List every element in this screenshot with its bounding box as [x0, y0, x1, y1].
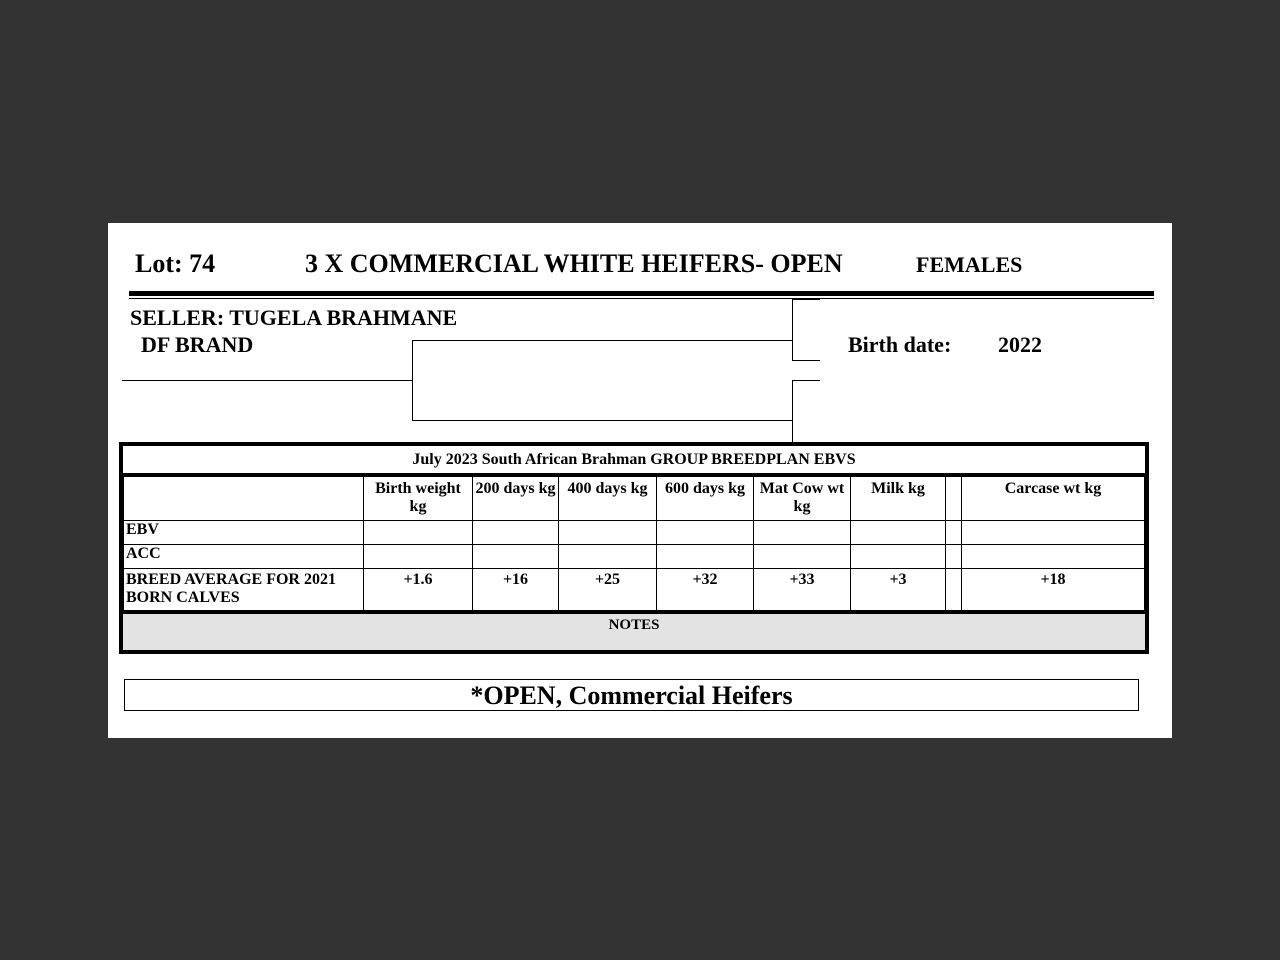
- table-cell: [754, 521, 851, 545]
- ebv-table-header: [124, 475, 1145, 521]
- table-cell: +3: [851, 569, 946, 612]
- birth-date-value: 2022: [998, 332, 1042, 357]
- table-cell: +1.6: [364, 569, 473, 612]
- table-cell: [364, 545, 473, 569]
- column-header: Milk kg: [851, 475, 946, 521]
- column-header: [124, 475, 364, 521]
- ebv-table-caption: July 2023 South African Brahman GROUP BREEDPLAN EBVS: [124, 446, 1145, 475]
- table-cell: +18: [962, 569, 1145, 612]
- row-label: BREED AVERAGE FOR 2021 BORN CALVES: [124, 569, 364, 612]
- row-label: ACC: [124, 545, 364, 569]
- table-cell: [473, 521, 559, 545]
- lot-title: 3 X COMMERCIAL WHITE HEIFERS- OPEN: [305, 249, 843, 278]
- table-row: [124, 521, 1145, 545]
- birth-date-label: Birth date:: [848, 332, 952, 357]
- table-row: [124, 545, 1145, 569]
- table-cell: [946, 569, 962, 612]
- column-header: 200 days kg: [473, 475, 559, 521]
- table-cell: [657, 545, 754, 569]
- table-cell: [473, 545, 559, 569]
- table-row: [124, 569, 1145, 612]
- seller-brand: DF BRAND: [141, 332, 254, 357]
- header-rule-thin: [129, 298, 1154, 299]
- footer-note: *OPEN, Commercial Heifers: [124, 679, 1139, 711]
- table-cell: [754, 545, 851, 569]
- table-cell: [851, 521, 946, 545]
- seller-name: SELLER: TUGELA BRAHMANE: [130, 305, 458, 330]
- column-header: 400 days kg: [559, 475, 657, 521]
- table-cell: [364, 521, 473, 545]
- row-label: EBV: [124, 521, 364, 545]
- table-cell: [962, 521, 1145, 545]
- notes-section: NOTES: [123, 610, 1145, 650]
- table-cell: [851, 545, 946, 569]
- ebv-table: [123, 446, 1145, 612]
- header-rule: [129, 291, 1154, 296]
- lot-number: Lot: 74: [135, 249, 216, 278]
- table-cell: [962, 545, 1145, 569]
- table-cell: +33: [754, 569, 851, 612]
- column-header: Birth weight kg: [364, 475, 473, 521]
- column-header: [946, 475, 962, 521]
- table-cell: [946, 521, 962, 545]
- column-header: Mat Cow wt kg: [754, 475, 851, 521]
- column-header: 600 days kg: [657, 475, 754, 521]
- table-cell: +25: [559, 569, 657, 612]
- table-cell: +16: [473, 569, 559, 612]
- lot-sheet: [108, 223, 1172, 738]
- table-cell: +32: [657, 569, 754, 612]
- lot-category: FEMALES: [916, 252, 1023, 277]
- table-cell: [559, 545, 657, 569]
- table-cell: [559, 521, 657, 545]
- table-cell: [946, 545, 962, 569]
- column-header: Carcase wt kg: [962, 475, 1145, 521]
- table-cell: [657, 521, 754, 545]
- ebv-table-frame: [119, 442, 1149, 654]
